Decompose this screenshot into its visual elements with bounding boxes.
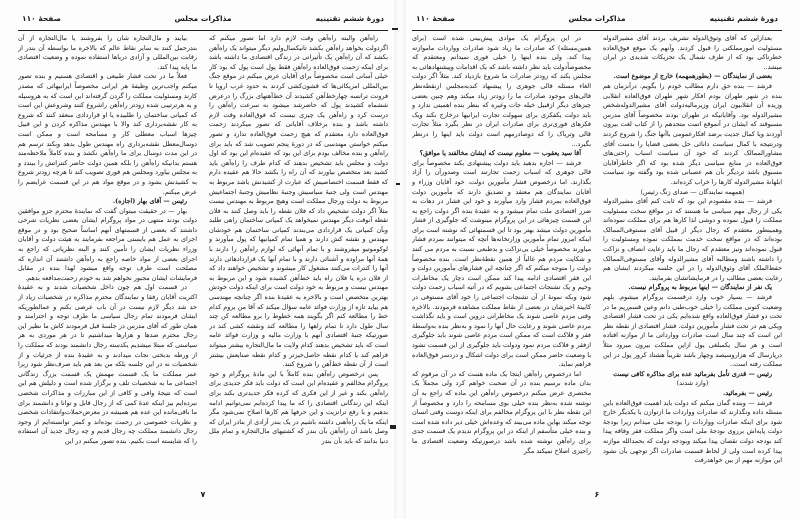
header-term: دورهٔ ششم تقنینیه xyxy=(315,14,384,23)
paragraph: در قسمت اول هم چون داخل شخصیات شدند و به عقیدهٔ اکثریت آقایان رفقا و نمایندگان محترم مذاکره در شخصیات زیاد از حد شد دیگر لازم نیست در آن باب عرضی بکنم و عما‌لطوریکه ایشان فرمودند تمام رجال سیاسی ما طرف توجه و احترامند و همان طور که آقای مدرس در جلسهٔ قبل فرمودند کاش ما نظیر این رجال محترم صدها و هزارها میداشتیم تا در هر موردی به هر سیاستی که مبتلا میشدیم یکدسته رجال دانشمند بودند که مملکت را از ورطه بدبختی نجات میدادند و به عقیدهٔ بنده از جزئیات و از شخصیات نه در این جلسه بلکه من بعد هم باید صرف‌نظر شود زیرا عمر مملکت ما یک قسمت مهمش یک قسمت بزرگ زندگانی اجتماعی ما به شخصیات تلف و برگزار شده است و دلیلش هم این است که نتیجهٔ وافی و کافی از این مبارزات و مذاکرات شخصی نبرده‌ایم بیز اینکه عدهٔ کمی که از رجال قابل و توانا و دانشمند برای ما باقی‌مانده این عده هم همیشه در معرض‌حملات‌وانتقادات شخصی و نظریات خصوصی در زحمت بوده‌اند و کمتر توانسته‌ایم از وجود رجال دانشمند مملکت چه رجال قدیم و چه رجال جدید آن استفاده را که شایسته است بکنیم. بنده تصور میکنم در این xyxy=(18,283,197,445)
paragraph: بعدازاین که آقای وثوق‌الدوله تشریف بردند آقای مشیرالدوله مسئولیت امورمملکتی را قبول کردند. وآنهم یک موقع فوق‌العاده خطرناکی بود که از طرف شمال یک تحریکات شدیدی در ایران میشد.. xyxy=(603,34,782,71)
scan-mark xyxy=(390,425,396,429)
page-number: ۶ xyxy=(594,490,600,499)
paragraph: فرشد — بسیار خوب وارد درقسمت پروگرام میشوم. بلهم وضعیت کنونی مملکت را خیلی خوب‌طبی دانم وعین قسم‌ریم ما در تحت دو فشار فوق‌العاده واقع شده‌ایم یکی در تحت فشار اقتصادی ویکی هم در تحت فشار مأمورین دولت. فشار اقتصادی از نقطه نظر این است که چند سال است صادرات ووارداتی ما از موازنه افتاده است و هر سال یکمبلغی پول ازاین مملکت بیرون میرود مثلاً درپارسال که هزاروسیصد وچهار باشد تقریباً هشتاد کرور پول در این مملکت رفته است.. xyxy=(603,293,782,369)
paragraph: اما درخصوص راه‌آهن اینجا یک ماده هست که در آن مرقوم که بدان ماده برسیم بنده در آن صحبت خواهم کرد ولی مجملاً یک مختصری عرض میکنم درخصوص راه‌آهن این ماده که راجع به آن نوشته شده به‌نظر بنده خیلی بوی مسامحه را دارد و مخصوصاً از این نقطه نظر با این پروگرام مخالفم برای اینکه دوست وقتی انسان توجه میکند بهاین ماده می‌بیند که وعده‌اش خیلی دیر داده شده است و بنده خیلی متأسفم از اینکه در این پروگرام ندیدم یک قسمت جدی برای راه‌آهن نوشته شده باشد درصورتیکه وضعیت اقتصادی ما راجیزی اصلاح نمیکند مگر xyxy=(412,369,591,455)
left-page-columns xyxy=(18,34,388,489)
right-page xyxy=(412,0,782,519)
speaker-line: آقا سید یعقوب — معلوم نیست که ایشان مخالفند یا موافق؟ xyxy=(419,149,581,158)
paragraph: در این پروگرام یک موادی پیش‌بینی شده است (برای همین‌مسئله) که صادرات ما زیاد شود صادرات وواردات ماموازنه پیدا کند. ولی بنده اینها را خیلی فوری نمیدانم ومعتقدم که مخصوصاًدولت باید نظر داشته باشد که یک اقدامات وپیشنهادهائی به مجلس بکند که زودتر صادرات ما شروع بازدیاد کند. مثلاً اگر دولت الغاء مسئله قالی جوهری را پیشنهاد کندبه‌مجلس ازنقطه‌نظر قالی‌های موجود صادرات ما را زودتر زیاد میکند وهم چنین بعضی چیزهای دیگر ازقبیل خیله جات وغیره که بنظر بنده اهمیتی ندارد و باید دولت یکفکری برای سهولت تجارت ایرانیها درخارج بکند ویک فکرهای فوری‌تری برای صادرات ایران در نظر بگیرد مثلاً تجارت قالی وتریاک را که دوصادرمهم است دولت باید اینها را درنظر بگیرد... xyxy=(412,34,591,148)
header-page-label: صفحهٔ ۱۱۰ xyxy=(22,14,61,23)
speaker-line: رئیس — قدری تأمل بفرمائید عده برای مذاکره کافی نیست xyxy=(613,369,772,378)
scan-mark xyxy=(396,183,400,185)
header-term: دورهٔ ششم تقنینیه xyxy=(709,14,778,23)
stage-direction: (وارد شدند) xyxy=(676,379,709,388)
right-page-header xyxy=(412,12,782,28)
header-page-label: صفحهٔ ۱۱۰ xyxy=(416,14,455,23)
header-rule xyxy=(18,30,388,31)
book-gutter xyxy=(394,0,406,519)
text-column-right xyxy=(209,34,388,489)
header-rule xyxy=(412,30,782,31)
right-page-columns xyxy=(412,34,782,489)
paragraph: راه‌آهن والبته راه‌آهن وقت لازم دارد اما تصور میکنم که اگردولت بخواهد راه‌آهن بکشد تانیکسال‌ولیم دیگر میتواند یک راه‌آهن بکشد که آن راه‌آهن یک تأثیراتی در زندگی اقتصادی ما داشته باشد برای اینکه زحمت فوق‌العاده راه‌آهن فقط پول است پول که بود کار خیلی آسانی است مخصوصاً برای آقایان عرض میکنم در موقع جنگ بین‌المللی امریکائی‌ها که قشون‌کشی کردند به حدود غرب اروپا تا فرونت ترانسه چهارخط‌آهن کشیدند آن خط‌آهنهای بزرگ را درعرض ششماه کشیدند پول که حاضرشد میشود به سرعت راه‌آهن را درست کرد و راه‌آهن یک چیزی نیست که فوق‌العاده وقت لازم داشته باشد و بنده برخلاف آقایانی که تصور میکردند زحمت فوق‌العاده دارد معتقدم که هیچ زحمت فوق‌العاده ندارد و تصور میکنم خواستن مهندسی که در دورهٔ پنجم تصویب شد که باید برای راه‌آهن و بنده مخالف بودم برای این بود که عقیده‌ام این بود که اول دولت و مجلس باید تشخیص بدهند که کدام طرف را راه‌آهن باید کشید بعد متخصص بیاورند که آن راه را بکشد حالا هم عقیده دارم که فقط قسمت اختصاصیش که عبارت از کشیدنش باشد مربوط به مهندس است ولی جنبهٔ سیاسیش وجنبهٔ نظامیش وجنبهٔ اجتماعیش مربوط به دولت ورجال مملکت است وهیچ مربوط به مهندس نیست مثلاً اگر دولت تشخیص داد که فلان نقطه را باید وصل کنند به فلان نقطه آنوقت دیگر مهندس نمیخواهد یک کمپانی ساختمان راهی طلبد وبآن کمپانی یک قراردادی می‌بندند کمپانی ساختمان هم خودشان مهندس و نقشه کش دارند و همیا تمام کمپانیها که پول میآورند و لوکوموتیو میفروشند و با تمام آنهائی که لوازم راه‌آهن را دارند با همهٔ آنها مراوده و آشنائی دارند و با تمام آنها یک قراردادهائی دارند آنها را کنترات می‌کنند مشغول کار میشوند و تشخیص خواهند داد که از فلان دره یا فلان راه باید خط‌آهن کشیده شود و این مربوط به مهندس نیست و مربوط به خود دولت است برای اینکه دولت خودش بهترین متخصص است و بالاخره به عقیدهٔ بنده اگر چنانچه مهندسی هم بیاید تازه از وزارت فوائد عامه سؤال میکند که آقا من بروم کدام خط را مطالعه کنم اگر بگویند همه خطوط را برو مطالعه کن چند سال طول دارد تا تمام راهها را مطالعه کند ونقشه کشی کند در صورتیکه جنبهٔ اقتصادی آنهم با وزارت مالیه و وزارت فوائد عامه است که باید تشخیص بدهند کدام ولایت ما مال‌التجاره بیشتر میتواند فراهم کند یا کدام نقطه حاصل‌خیزتر و کدام نقطه صنایعش بیشتر است از آن نقطه خط‌آهن را شروع کنند. xyxy=(209,34,388,369)
paragraph: فرشد — بنده حق دارم مطالب خودم را بگویم. درآنزمان هم بنده در شهر طهران بودم افکار شهر طهران فوق‌العاده انقلابی وزیده آن انقلابیون ایران وزیرمالیه‌دولت آقای مشیرالدوله‌شخص مشیرالدوله بود. وآقایانیکه در طهران بودند مخصوصاً آقای مدرس مسبوقند که ایشان در آنموقع اتمت متحدهم را از کتاب لغت بیرون آوردند ویا کمال جدیت برضد افکارعمومی باآنها جنگ را شروع کردند ودرنتیجه با کمال سیاست دانائی حل بعضی قضایا را بدست آقای مشاورالممالک کردند که خود آن سیاست اسباب راحتی‌های فوق‌العاده در منابع سیاسی دیگر شده بود که اگر خاطرآقایان مسبوق باشد تردیگر بآن هم عصبانی شده بود وگفته بود سیاست ابلهانهٔ مشیرالدوله کارها را خراب کرده‌اند. xyxy=(603,81,782,186)
stage-direction: (همهمه نمایندگان — صدای زنگ رئیس) xyxy=(640,187,745,196)
text-column-left xyxy=(18,34,197,489)
header-title: مذاکرات مجلس xyxy=(174,14,232,23)
speaker-line: بعضی از نمایندگان — (بطورهمهمه) خارج از موضوع است. xyxy=(613,72,772,81)
paragraph: فعلاً ما در تحت فشار طبیعی و اقتصادی هستیم و بنده تصور میکنم واجب‌ترین وظیفهٔ هر ایرانی مخصوصاً ایرانیهائی که مصدر کارند ومسئولیت مملکت را گردن گرفته‌اند این است که به هروسیله و به هرترتیبی شده زودتر راه‌آهن راشروع کنند وشروعش این است که کمپانی ساختمان را طلبیده یا او قراردادی منعقد کنند که شروع به کار نقشه‌برداری کند والا با مهندس مذاکره کردن و این قبیل چیزها اسباب معطلی کار و مسامحه است و ممکن است دوسال‌معطل نقشه‌برداری راه مهندس طول بدهد وبکند ترسم هم در این مدت دوسال برای ما راه‌آهن نکشد و بنده کاملاً ملاحظه‌مند هستم بدانیکه راه‌آهن را بلکه همین دولت حاضر کنتراتش را ببندد و به مجلس بیاورد ومجلس هم فوری تصویب کند تا هرچه زودتر شروع به کشیدنش بشود و در موقع مواد هم در این قسمت عرایضم را عرض میکنم. xyxy=(18,72,197,196)
speaker-line: یک نفر از نمایندگان — اینها مربوط به پروگرام نیست. xyxy=(628,283,772,292)
speaker-line: رئیس — بفرمائید. xyxy=(723,388,772,397)
left-page-header xyxy=(18,12,388,28)
scan-mark xyxy=(392,28,398,30)
paragraph: بیایند و مال‌التجاره شان را بفروشند یا مال‌التجاره از آن بندرحمل کنند به سایر نقاط عالم که بالاخره ما بواسطه آن بندر از رقابت بین‌المللی و آزادی دریاها استفاده نموده و وضعیت اقتصادی ما پایه پیدا کند. xyxy=(18,34,197,71)
text-column-right xyxy=(603,34,782,489)
header-title: مذاکرات مجلس xyxy=(568,14,626,23)
paragraph: پس درخصوص راه‌آهن بنده کاملاً با این مادهٔ پروگرام و خود پروگرام مخالفم و عقیده‌ام این است که دولت باید فکر جدیدی برای راه‌آهن بکند و غیر از این فکری که کرده فکر جدیدتری بکند برای اینکه این زندگانی اقتصادی را که ما پیدا کرده‌ایم نمی‌توانیم ادامه بدهیم و با رفع ترانزیت و این حرفها هم کارها اصلاح نمی‌شود مگر اینکه ما یک راه‌آهنی داشته باشیم در یک بندر آزادی از بنادر ایران که وصل باشد آن راه‌آهن بآن بندر که کشتیهای مال‌التجاره و تمام ملل دنیا بدانند که باید بآن بندر xyxy=(209,369,388,445)
text-column-left xyxy=(412,34,591,489)
paragraph: فرشد — بنده مقصودم این بود که ثابت کنم آقای مشیرالدوله یکی از رجال مهم سیاسی ما هستند که در مواقع سخت مسئولیت مملکت را قبول نموده و دوشی لذا کارها هم برای مملکت نموده‌اند وهمینطور معتقدم که رجال دیگر از قبیل آقای مستوفی‌الممالک بوده‌اند که در مواقع سخت خدمت بمملکت نموده ومسئولیت را قبول نموده‌اند ونیز معتقدم که رجال ما باید رعایت انصاف و نزاکت را داشته باشند ومطالبه آقای مشیرالدوله وآقای مستوفی‌الممالک حفظ‌الملک آقای وثوق‌الدوله را در این جلسه میکردند ایشان هم رعایت بعضی مطالب را در فرمایشاتشان بفرمایند. xyxy=(603,197,782,282)
page-number: ۷ xyxy=(200,490,206,499)
speaker-line: رئیس — آقای بهار (اجازه). xyxy=(112,197,187,206)
paragraph: فرشد — اجازه بدهید باید دولت پیشنهادی بکند مخصوصاً برای قالی جوهری که اسباب زحمت تجارتند است وصدورآن را آزاد بگذارند. اما درخصوص فشار مأمورین دولت، خود آقایان وزراء و آقایان نمایندگان هم معتقد و تصدیق دارند که مأمورین دولت فوق‌العاده بمردم فشار وارد میآورند و خود این فشار در دهات به ضرر اقتصادی ملت تمام میشود و به عقیدهٔ بنده اگر دولت راجع به این قسمت چیزهائی در این پروگرام مینوشت که جلوگیری از فشار مأمورین دولت میشد بهتر بود تا این قسمتهائی که نوشته است برای اینکه امروز تمام مأمورین وزارتخانه‌ها آنچه که میتوانند بمردم فشار میاورند مخصوصاً خیلی بی‌نزاکت و بدطبعی نسبت به مردم می کنند و شکایت مردم هم غالباً از همین نقطهٔ‌نظر است. بنده مخصوصاً دولت را متوجه میکنم که اگر چنانچه این فشارهای مأمورین دولت و این فقر اقتصادی ادامه پیدا کند ممکن است دچار یک مخاطرات وخیم و یک تشنجات اجتماعی بشویم که در آتیه اسباب زحمت دولت شود وبکه نمونهٔ از آن تشنجات اجتماعی را خود آقای مستوفی در کابینهٔ اخیرشان در بعضی از نقاط مملکت مشاهده فرمودند. بالاخره وقتی مردم عاصی شوند یک مخاطراتی دروین است و باید نگذاشت مردم عاصی شوند و رعایت حال آنها را نمود و به‌نظر بنده به‌واسطهٔ فقر و فلاکت است که ممکن است مردم عاصی شوند باید جلوگیری ازفقر و فلاکت مردم نمود ودولت باید جلوگیری از این قسمت نشود با وضعیت حاضر ممکن است برای دولت اشکال و دردسر فوق‌العاده فراهم نماید. xyxy=(412,158,591,369)
paragraph: فرشد — وبنده گمان میکنم که دولت باید اهمیت فوق‌العاده باین مسئله داده ونگذارند که صادرات وواردات ما ازتوازن با یکدیگر خارج شود برای اینکه صادرات وواردات را بودجه ملی میدانم زیرا بودجهٔ دولت پایه‌اش برروی بودجهٔ ملی است واگر مملکت فقر وفاقه پیدا کند بودجه دولت نقصان پیدا میکند وبودجه دولت که بحمدالله موازنه پیدا کرده است ولی از لحاظ قسمت صادرات اگر توجهی بآن نشود این موازنه مهم از بین خواهدرفت xyxy=(603,398,782,465)
left-page xyxy=(18,0,388,519)
paragraph: بهار — در حقیقت میتوان گفت که نمایندهٔ محترم جزو موافقین دولت بودند منتهی در مواد پروگرام ایشان بعضی نظریات شرحی داشتند که بعضی از قسمتهای آنهم اساساً صحیح بود و در موقع اجرای به عمل هم بایستی مراجعه بفرمایند به هیئت دولت و آقایان وزراء نظریات ایشان را تأمین کنند و البته نظریاتی که راجع به اجرای بعضی از مواد خاصه راجع به راه‌آهن داشتند آن اندازه که مصلحت است طرف توجه واقع میشود لهذا بنده در مقابل فرمایشات ایشان مجبور نخواهم شد به خودم زحمت‌مدافعه بدهم. xyxy=(18,206,197,282)
